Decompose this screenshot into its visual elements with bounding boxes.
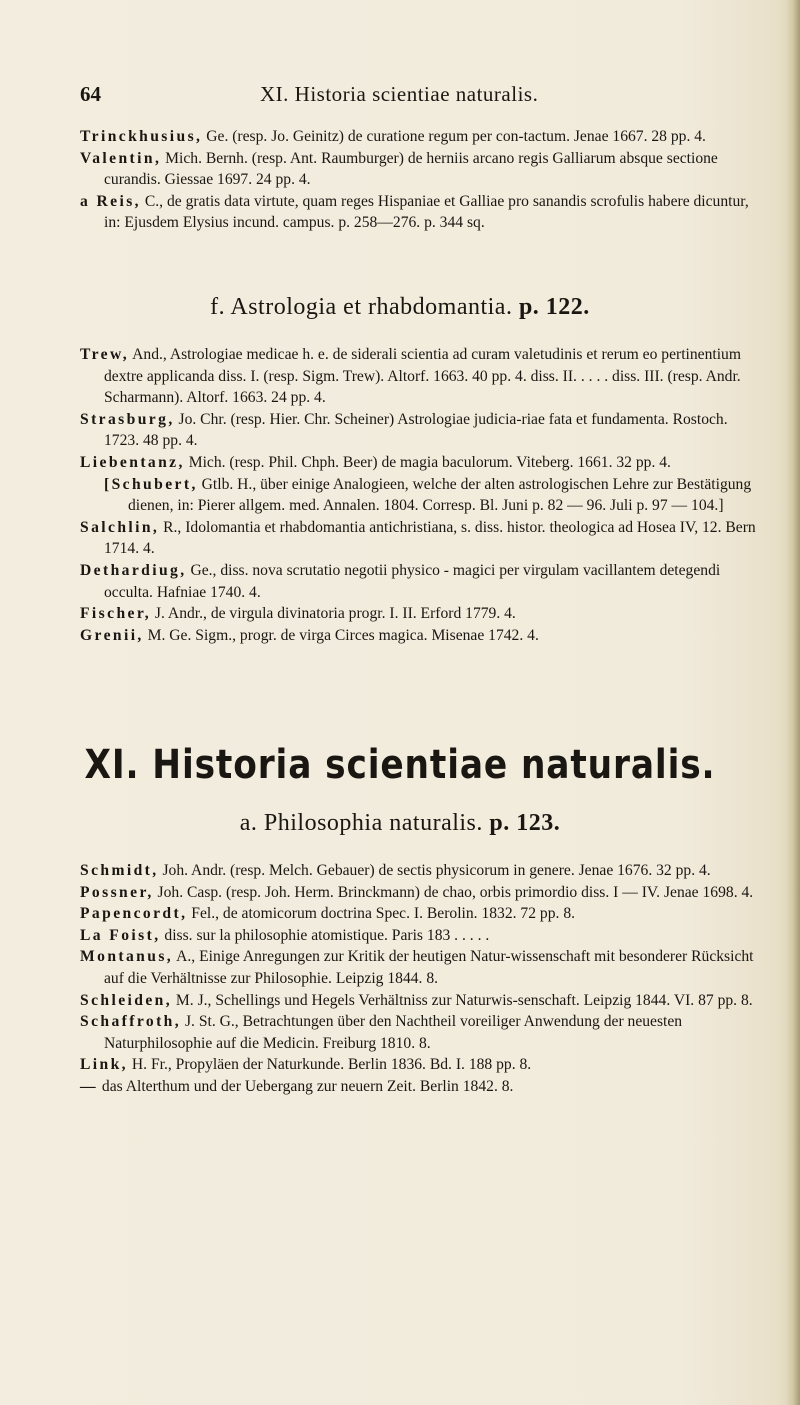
entry-author: a Reis,: [80, 192, 141, 210]
section-prefix: f.: [210, 294, 226, 320]
bib-entry: [80, 603, 762, 625]
entry-text: Mich. (resp. Phil. Chph. Beer) de magia baculorum. Viteberg. 1661. 32 pp. 4.: [184, 453, 671, 471]
entry-author: Dethardiug,: [80, 561, 187, 579]
entry-text: And., Astrologiae medicae h. e. de siderali scientia ad curam valetudinis et rerum eo pertinentium dextre applicanda diss. I. (resp. Sigm. Trew). Altorf. 1663. 40 pp. 4. diss. II. . . . . diss. III. (resp. Andr. Scharmann). Altorf. 1663. 24 pp. 4.: [104, 346, 741, 407]
entry-text: Fel., de atomicorum doctrina Spec. I. Berolin. 1832. 72 pp. 8.: [187, 905, 576, 923]
entry-author: La Foist,: [80, 926, 161, 944]
entry-author: Strasburg,: [80, 410, 175, 428]
entry-author: Fischer,: [80, 605, 152, 623]
entry-author: Montanus,: [80, 948, 174, 966]
chapter-heading: XI. Historia scientiae naturalis.: [84, 742, 716, 788]
bib-entry: [80, 148, 762, 191]
entry-author: Possner,: [80, 883, 154, 901]
bib-entry: [80, 882, 762, 904]
bib-entry: [80, 990, 762, 1012]
bib-entry: [80, 344, 762, 409]
entry-author: Trinckhusius,: [80, 128, 203, 145]
entry-text: Jo. Chr. (resp. Hier. Chr. Scheiner) Astrologiae judicia-riae fata et fundamenta. Rostoch. 1723. 48 pp. 4.: [104, 410, 728, 450]
section-page-ref: p. 123.: [489, 810, 561, 836]
bib-entry: [80, 625, 762, 647]
section-prefix: a.: [239, 810, 258, 836]
entry-author: Salchlin,: [80, 518, 160, 536]
page-edge-shadow: [786, 0, 800, 1405]
entry-text: diss. sur la philosophie atomistique. Paris 183 . . . . .: [160, 926, 490, 944]
entries-block-1: [80, 126, 762, 234]
entry-text: Ge. (resp. Jo. Geinitz) de curatione regum per con-tactum. Jenae 1667. 28 pp. 4.: [202, 128, 706, 145]
bib-entry: [80, 126, 762, 148]
bib-entry: [80, 560, 762, 603]
entry-text: R., Idolomantia et rhabdomantia antichristiana, s. diss. histor. theologica ad Hosea IV, 12. Bern 1714. 4.: [104, 518, 756, 558]
section-title: Astrologia et rhabdomantia.: [230, 294, 513, 320]
bib-entry: [80, 1076, 762, 1098]
bib-entry: [80, 903, 762, 925]
bib-entry-bracketed: [80, 474, 762, 517]
bib-entry: [80, 1011, 762, 1054]
entry-author: Grenii,: [80, 626, 144, 644]
bib-entry: [80, 191, 762, 234]
entry-author: Link,: [80, 1056, 128, 1074]
entry-text: Ge., diss. nova scrutatio negotii physico - magici per virgulam vacillantem detegendi occulta. Hafniae 1740. 4.: [104, 561, 721, 601]
entry-text: M. Ge. Sigm., progr. de virga Circes magica. Misenae 1742. 4.: [143, 626, 539, 644]
entry-author: Papencordt,: [80, 905, 188, 923]
bib-entry: [80, 517, 762, 560]
entry-author: Valentin,: [80, 149, 162, 167]
bib-entry: [80, 409, 762, 452]
entry-author: —: [80, 1077, 98, 1095]
page-number: 64: [80, 82, 101, 106]
entry-text: Joh. Andr. (resp. Melch. Gebauer) de sectis physicorum in genere. Jenae 1676. 32 pp. 4.: [158, 862, 711, 879]
section-heading-a: [0, 810, 800, 837]
entry-text: C., de gratis data virtute, quam reges Hispaniae et Galliae pro sanandis scrofulis habere dicuntur, in: Ejusdem Elysius incund. campus. p. 258—276. p. 344 sq.: [104, 192, 749, 232]
entry-author: Liebentanz,: [80, 453, 185, 471]
section-heading-f: [0, 294, 800, 321]
page-header: [80, 82, 740, 112]
entry-text: Mich. Bernh. (resp. Ant. Raumburger) de herniis arcano regis Galliarum absque sectione curandis. Giessae 1697. 24 pp. 4.: [104, 149, 718, 189]
running-title: XI. Historia scientiae naturalis.: [260, 82, 539, 106]
entries-block-3: [80, 860, 762, 1098]
entries-block-2: [80, 344, 762, 646]
section-page-ref: p. 122.: [518, 294, 590, 320]
bib-entry: [80, 860, 762, 882]
entry-text: das Alterthum und der Uebergang zur neuern Zeit. Berlin 1842. 8.: [98, 1077, 514, 1095]
entry-author: Schleiden,: [80, 991, 173, 1009]
section-title: Philosophia naturalis.: [263, 810, 483, 836]
entry-author: Schaffroth,: [80, 1013, 182, 1031]
entry-text: Gtlb. H., über einige Analogieen, welche der alten astrologischen Lehre zur Bestätigung dienen, in: Pierer allgem. med. Annalen. 1804. Corresp. Bl. Juni p. 82 — 96. Juli p. 97 — 104.]: [128, 475, 752, 515]
entry-author: Schmidt,: [80, 862, 159, 879]
entry-text: H. Fr., Propyläen der Naturkunde. Berlin 1836. Bd. I. 188 pp. 8.: [127, 1056, 532, 1074]
bib-entry: [80, 925, 762, 947]
entry-text: M. J., Schellings und Hegels Verhältniss zur Naturwis-senschaft. Leipzig 1844. VI. 87 pp. 8.: [172, 991, 753, 1009]
entry-text: J. Andr., de virgula divinatoria progr. I. II. Erford 1779. 4.: [151, 605, 516, 623]
bib-entry: [80, 946, 762, 989]
bib-entry: [80, 1054, 762, 1076]
entry-author: [Schubert,: [104, 475, 198, 493]
entry-author: Trew,: [80, 346, 130, 363]
entry-text: A., Einige Anregungen zur Kritik der heutigen Natur-wissenschaft mit besonderer Rücksicht auf die Verhältnisse zur Philosophie. Leipzig 1844. 8.: [104, 948, 754, 987]
entry-text: J. St. G., Betrachtungen über den Nachtheil voreiliger Anwendung der neuesten Naturphilosophie auf die Medicin. Freiburg 1810. 8.: [104, 1013, 683, 1052]
bib-entry: [80, 452, 762, 474]
entry-text: Joh. Casp. (resp. Joh. Herm. Brinckmann) de chao, orbis primordio diss. I — IV. Jenae 1698. 4.: [153, 883, 754, 901]
